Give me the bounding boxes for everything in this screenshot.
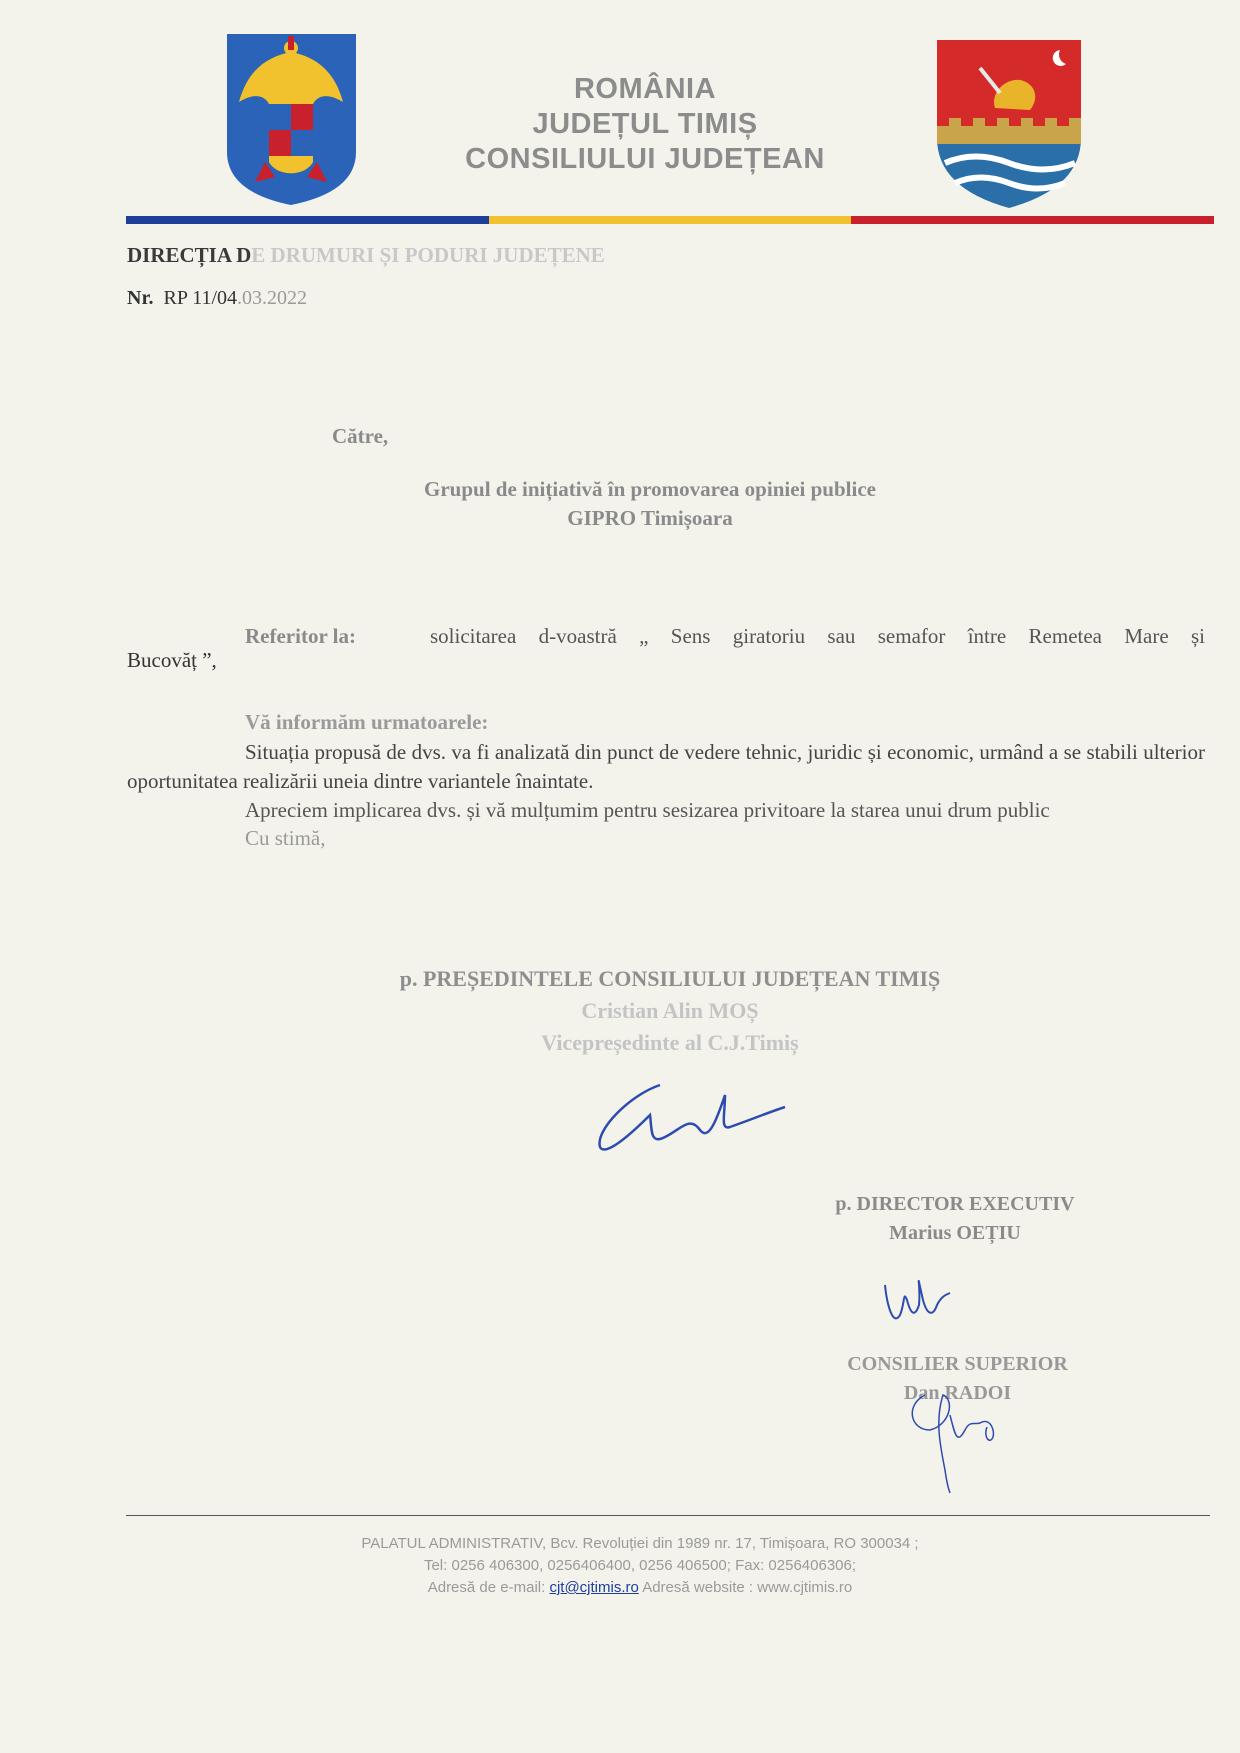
president-signature-icon xyxy=(590,1075,790,1160)
reference-continuation: Bucovăț ”, xyxy=(127,648,217,672)
email-link[interactable]: cjt@cjtimis.ro xyxy=(549,1579,639,1596)
header-title-line: CONSILIULUI JUDEȚEAN xyxy=(465,143,825,175)
director-signature-icon xyxy=(875,1255,975,1335)
header-title-line: ROMÂNIA xyxy=(573,73,717,105)
website-text: Adresă website : www.cjtimis.ro xyxy=(642,1579,853,1596)
footer-address: PALATUL ADMINISTRATIV, Bcv. Revoluției din 1989 nr. 17, Timișoara, RO 300034 ; xyxy=(361,1535,919,1552)
paragraph-1: Situația propusă de dvs. va fi analizată din punct de vedere tehnic, juridic și economic, urmând a se stabili ulterior oportunitatea realizării uneia dintre variantele înaintate. xyxy=(127,740,1205,793)
reference-label: Referitor la: xyxy=(245,624,356,648)
president-signature-block xyxy=(340,963,1000,1059)
tricolor-blue xyxy=(126,216,489,224)
president-name: Cristian Alin MOȘ xyxy=(581,998,759,1023)
info-heading: Vă informăm urmatoarele: xyxy=(245,710,489,734)
timis-coat-of-arms-icon xyxy=(935,38,1083,210)
reference-text: solicitarea d-voastră „ Sens giratoriu sau semafor între Remetea Mare și xyxy=(430,624,1205,648)
department-name-faded: E DRUMURI ȘI PODURI JUDEȚENE xyxy=(251,243,605,267)
footer-divider xyxy=(126,1515,1210,1516)
recipient-line1: Grupul de inițiativă în promovarea opiniei publice xyxy=(424,477,876,501)
director-signature-block xyxy=(805,1190,1105,1248)
header-title xyxy=(430,72,860,177)
romania-coat-of-arms-icon xyxy=(225,32,358,207)
department-name-visible: DIRECȚIA D xyxy=(127,243,252,267)
consilier-signature-icon xyxy=(895,1375,1025,1495)
paragraph-2: Apreciem implicarea dvs. și vă mulțumim pentru sesizarea privitoare la starea unui drum public xyxy=(245,798,1050,822)
recipient-line2: GIPRO Timișoara xyxy=(567,506,733,530)
department-name xyxy=(127,243,605,268)
nr-value: RP 11/04 xyxy=(163,287,238,309)
recipient-block xyxy=(340,475,960,533)
consilier-name: Dan RADOI xyxy=(903,1382,1012,1404)
footer xyxy=(210,1533,1070,1599)
director-title: p. DIRECTOR EXECUTIV xyxy=(835,1193,1075,1215)
header-title-line: JUDEȚUL TIMIȘ xyxy=(532,108,758,140)
closing: Cu stimă, xyxy=(245,826,326,850)
footer-contact xyxy=(210,1577,1070,1599)
nr-label: Nr. xyxy=(127,287,154,309)
tricolor-yellow xyxy=(489,216,852,224)
president-title: p. PREȘEDINTELE CONSILIULUI JUDEȚEAN TIMIȘ xyxy=(399,966,941,991)
director-name: Marius OEȚIU xyxy=(889,1222,1021,1244)
footer-phone: Tel: 0256 406300, 0256406400, 0256 406500; Fax: 0256406306; xyxy=(423,1557,857,1574)
tricolor-red xyxy=(851,216,1214,224)
registration-number xyxy=(127,287,307,310)
tricolor-divider xyxy=(126,216,1214,224)
consilier-title: CONSILIER SUPERIOR xyxy=(847,1353,1068,1375)
president-role: Vicepreședinte al C.J.Timiș xyxy=(541,1030,799,1055)
email-label: Adresă de e-mail: xyxy=(427,1579,546,1596)
nr-value-faded: .03.2022 xyxy=(237,287,308,309)
salutation: Către, xyxy=(332,424,389,448)
